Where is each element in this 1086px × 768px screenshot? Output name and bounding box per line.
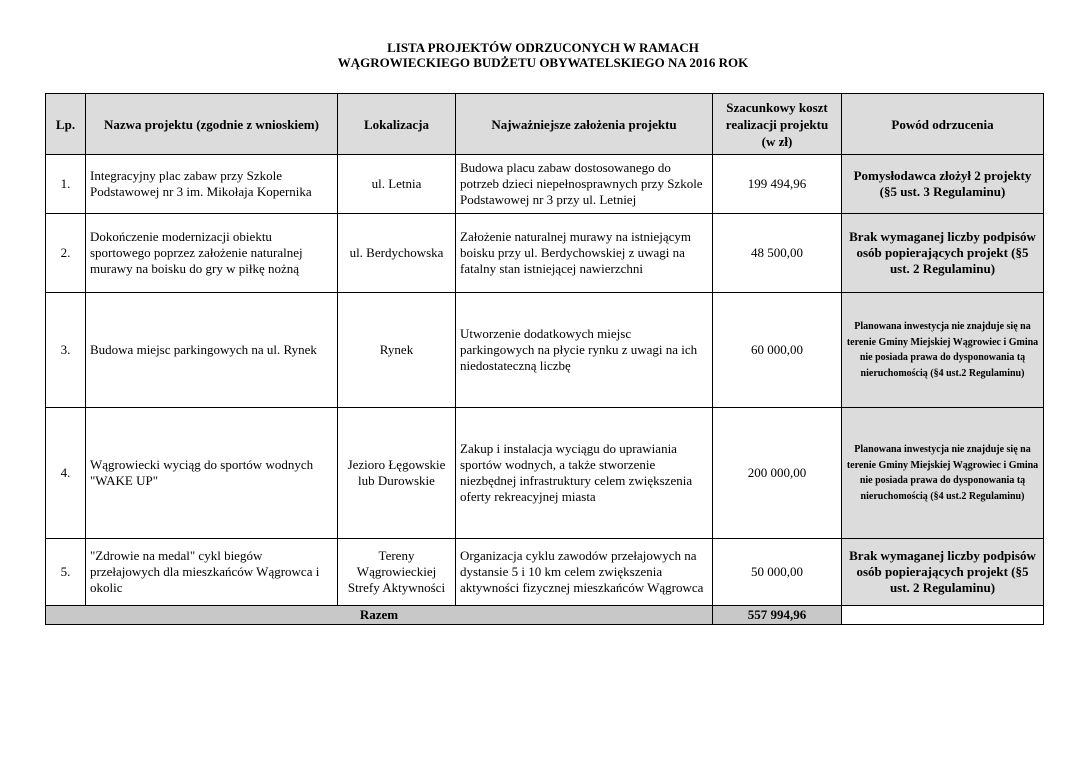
row-reason: Brak wymaganej liczby podpisów osób popierających projekt (§5 ust. 2 Regulaminu)	[842, 539, 1044, 606]
row-description: Założenie naturalnej murawy na istniejącym boisku przy ul. Berdychowskiej z uwagi na fatalny stan istniejącej nawierzchni	[456, 214, 713, 293]
table-header-row	[46, 94, 1044, 155]
row-cost: 48 500,00	[713, 214, 842, 293]
row-cost: 50 000,00	[713, 539, 842, 606]
row-name: "Zdrowie na medal" cykl biegów przełajowych dla mieszkańców Wągrowca i okolic	[86, 539, 338, 606]
header-cost: Szacunkowy koszt realizacji projektu (w zł)	[713, 94, 842, 155]
row-cost: 200 000,00	[713, 408, 842, 539]
row-description: Utworzenie dodatkowych miejsc parkingowych na płycie rynku z uwagi na ich niedostateczną liczbę	[456, 293, 713, 408]
total-empty-cell	[842, 606, 1044, 625]
table-row	[46, 293, 1044, 408]
table-row	[46, 155, 1044, 214]
row-description: Budowa placu zabaw dostosowanego do potrzeb dzieci niepełnosprawnych przy Szkole Podstawowej nr 3 przy ul. Letniej	[456, 155, 713, 214]
row-name: Integracyjny plac zabaw przy Szkole Podstawowej nr 3 im. Mikołaja Kopernika	[86, 155, 338, 214]
row-name: Budowa miejsc parkingowych na ul. Rynek	[86, 293, 338, 408]
row-num: 4.	[46, 408, 86, 539]
table-row	[46, 539, 1044, 606]
title-line-2: WĄGROWIECKIEGO BUDŻETU OBYWATELSKIEGO NA 2016 ROK	[337, 55, 749, 70]
row-description: Zakup i instalacja wyciągu do uprawiania sportów wodnych, a także stworzenie niezbędnej infrastruktury celem zwiększenia oferty rekreacyjnej miasta	[456, 408, 713, 539]
row-reason: Pomysłodawca złożył 2 projekty (§5 ust. 3 Regulaminu)	[842, 155, 1044, 214]
row-num: 3.	[46, 293, 86, 408]
row-location: Jezioro Łęgowskie lub Durowskie	[338, 408, 456, 539]
row-location: ul. Berdychowska	[338, 214, 456, 293]
row-num: 5.	[46, 539, 86, 606]
header-reason: Powód odrzucenia	[842, 94, 1044, 155]
row-cost: 60 000,00	[713, 293, 842, 408]
row-name: Dokończenie modernizacji obiektu sportowego poprzez założenie naturalnej murawy na boisku do gry w piłkę nożną	[86, 214, 338, 293]
title-line-1: LISTA PROJEKTÓW ODRZUCONYCH W RAMACH	[387, 40, 699, 55]
row-reason: Planowana inwestycja nie znajduje się na terenie Gminy Miejskiej Wągrowiec i Gmina nie posiada prawa do dysponowania tą nieruchomością (§4 ust.2 Regulaminu)	[842, 293, 1044, 408]
total-row	[46, 606, 1044, 625]
total-label: Razem	[46, 606, 713, 625]
total-value: 557 994,96	[713, 606, 842, 625]
row-location: ul. Letnia	[338, 155, 456, 214]
row-location: Tereny Wągrowieckiej Strefy Aktywności	[338, 539, 456, 606]
header-location: Lokalizacja	[338, 94, 456, 155]
table-row	[46, 214, 1044, 293]
header-description: Najważniejsze założenia projektu	[456, 94, 713, 155]
row-name: Wągrowiecki wyciąg do sportów wodnych "WAKE UP"	[86, 408, 338, 539]
row-num: 2.	[46, 214, 86, 293]
row-location: Rynek	[338, 293, 456, 408]
row-description: Organizacja cyklu zawodów przełajowych na dystansie 5 i 10 km celem zwiększenia aktywności fizycznej mieszkańców Wągrowca	[456, 539, 713, 606]
row-reason: Brak wymaganej liczby podpisów osób popierających projekt (§5 ust. 2 Regulaminu)	[842, 214, 1044, 293]
table-row	[46, 408, 1044, 539]
header-num: Lp.	[46, 94, 86, 155]
header-name: Nazwa projektu (zgodnie z wnioskiem)	[86, 94, 338, 155]
row-reason: Planowana inwestycja nie znajduje się na terenie Gminy Miejskiej Wągrowiec i Gmina nie posiada prawa do dysponowania tą nieruchomością (§4 ust.2 Regulaminu)	[842, 408, 1044, 539]
row-num: 1.	[46, 155, 86, 214]
row-cost: 199 494,96	[713, 155, 842, 214]
rejected-projects-table	[45, 93, 1044, 625]
document-title	[0, 40, 1086, 70]
